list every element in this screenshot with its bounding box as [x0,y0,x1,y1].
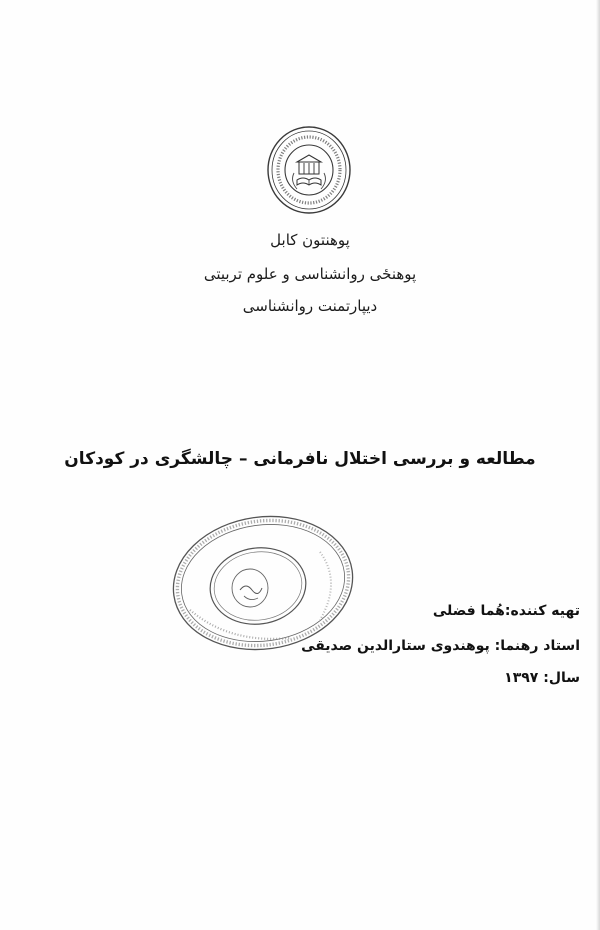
advisor-name: پوهندوی ستارالدین صدیقی [301,638,490,654]
thesis-title: مطالعه و بررسی اختلال نافرمانی – چالشگری در کودکان [64,449,536,469]
department-name: دیپارتمنت روانشناسی [242,297,378,315]
advisor-label: استاد رهنما: [494,638,580,654]
author-name: هُما فضلی [432,603,505,619]
faculty-name: پوهنځی روانشناسی و علوم تربیتی [203,265,417,283]
advisor-line [301,638,580,654]
year-label: سال: [543,670,580,686]
university-seal-icon [266,125,352,215]
author-label: تهیه کننده: [504,603,580,619]
official-stamp-icon [170,512,356,654]
author-line [433,603,580,619]
year-line [504,670,580,686]
university-name: پوهنتون کابل [270,231,350,249]
year-value: ۱۳۹۷ [504,670,539,686]
